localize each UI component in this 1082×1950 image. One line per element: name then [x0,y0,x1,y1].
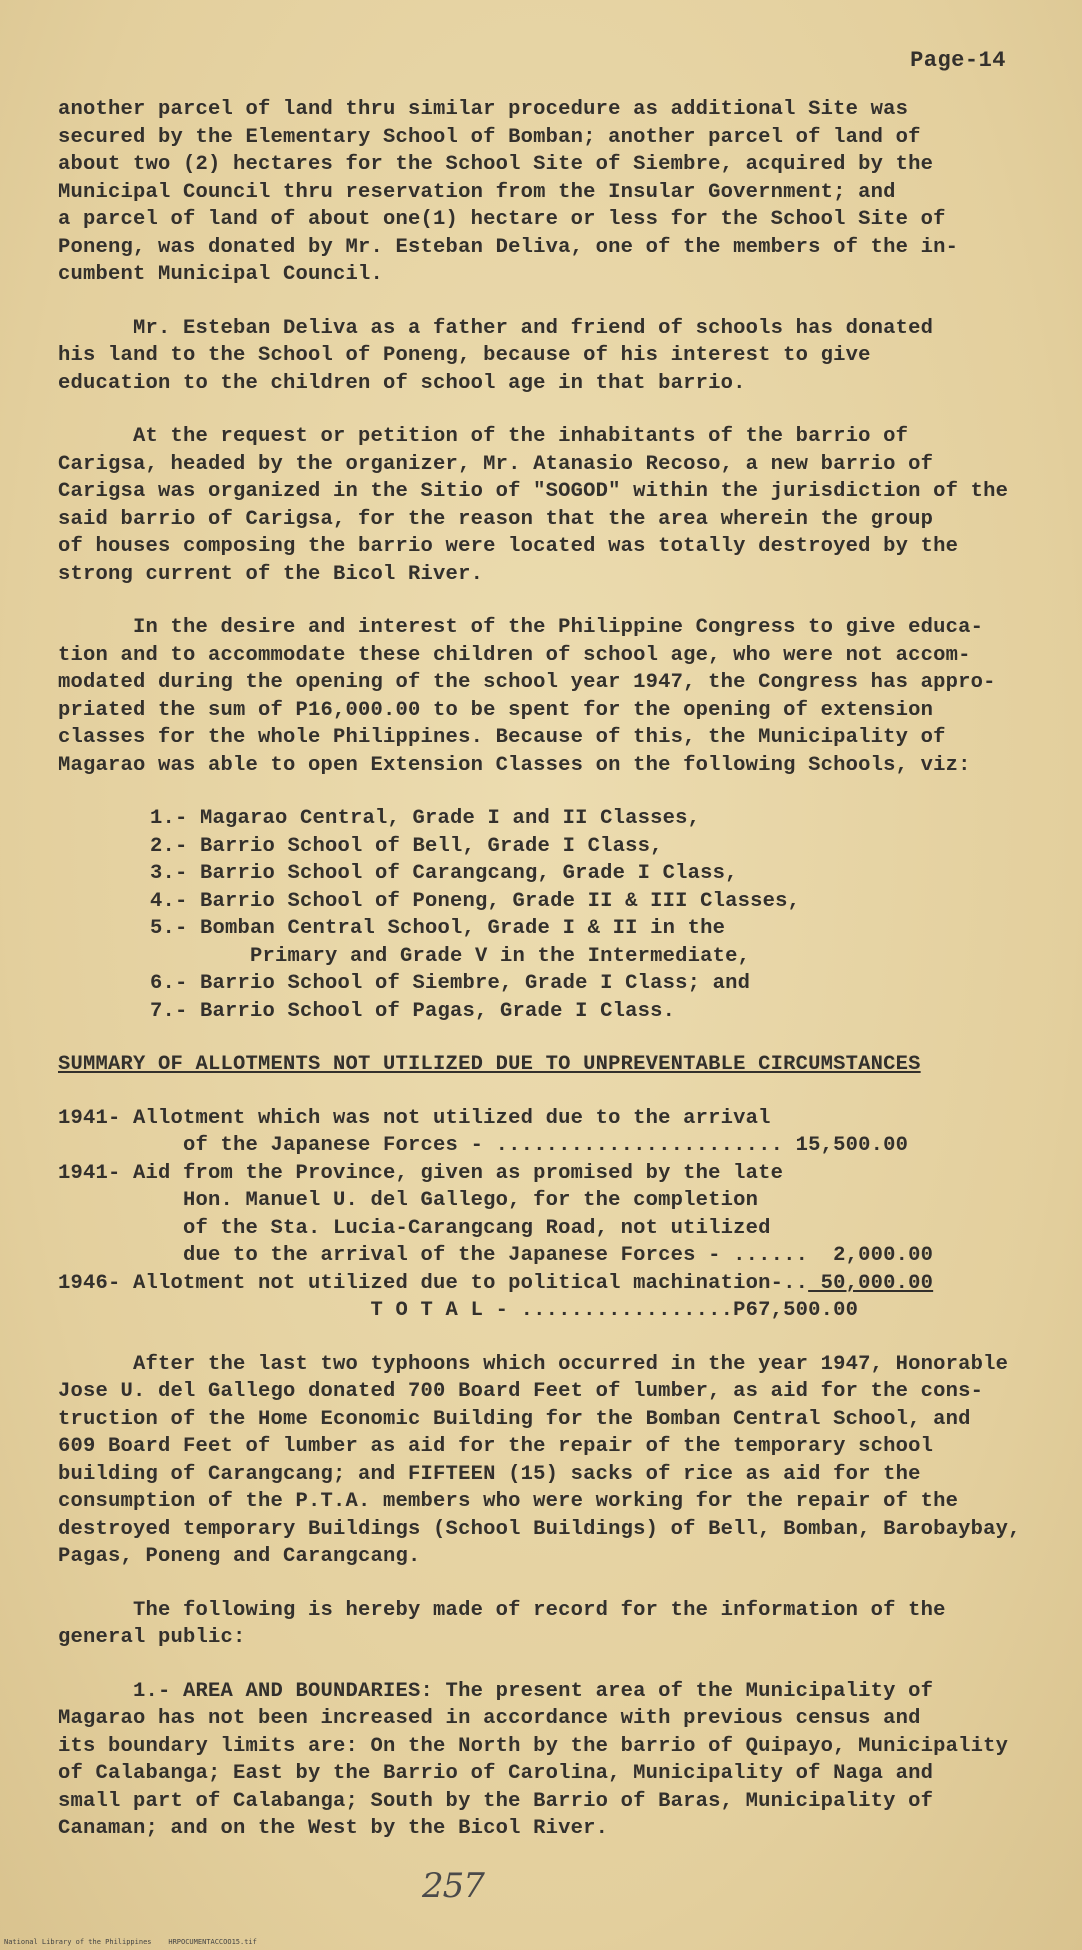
text-line: classes for the whole Philippines. Because of this, the Municipality of [58,726,946,749]
paragraph-area-boundaries [58,1678,1068,1843]
document-body [58,96,1068,1843]
list-item: 1.- Magarao Central, Grade I and II Classes, [150,807,701,830]
text-line: building of Carangcang; and FIFTEEN (15) sacks of rice as aid for the [58,1462,921,1486]
text-line: 609 Board Feet of lumber as aid for the repair of the temporary school [58,1435,934,1458]
allotment-line: of the Sta. Lucia-Carangcang Road, not utilized [58,1216,771,1240]
text-line: Canaman; and on the West by the Bicol River. [58,1817,609,1840]
text-line: consumption of the P.T.A. members who were working for the repair of the [58,1490,959,1513]
allotment-total: T O T A L - .................P67,500.00 [58,1299,859,1322]
list-item: 6.- Barrio School of Siembre, Grade I Class; and [150,972,751,995]
text-line: its boundary limits are: On the North by the barrio of Quipayo, Municipality [58,1734,1009,1758]
text-line: secured by the Elementary School of Bomban; another parcel of land of [58,125,921,149]
list-item: 2.- Barrio School of Bell, Grade I Class, [150,834,663,858]
page-label: Page-14 [910,48,1006,73]
archive-footer: National Library of the Philippines HRPOCUMENTACCOO15.tif [4,1938,257,1946]
paragraph-deliva-donation [58,315,1068,398]
text-line: Municipal Council thru reservation from the Insular Government; and [58,180,896,204]
list-item: 7.- Barrio School of Pagas, Grade I Class. [150,999,676,1023]
school-list [150,805,1068,1025]
text-line: a parcel of land of about one(1) hectare or less for the School Site of [58,208,946,231]
text-line: Pagas, Poneng and Carangcang. [58,1545,421,1568]
text-line: tion and to accommodate these children of school age, who were not accom- [58,643,971,667]
text-line: Carigsa was organized in the Sitio of "SOGOD" within the jurisdiction of the [58,480,1009,503]
allotment-line: Hon. Manuel U. del Gallego, for the completion [58,1189,759,1212]
text-line: general public: [58,1626,246,1649]
paragraph-land-parcels [58,96,1068,289]
text-line: said barrio of Carigsa, for the reason that the area wherein the group [58,507,934,531]
allotment-line: 1941- Allotment which was not utilized due to the arrival [58,1106,771,1130]
allotment-table [58,1105,1068,1325]
text-line: Jose U. del Gallego donated 700 Board Feet of lumber, as aid for the cons- [58,1380,984,1403]
list-item: 5.- Bomban Central School, Grade I & II in the [150,917,726,940]
text-line: another parcel of land thru similar procedure as additional Site was [58,98,909,121]
text-line: At the request or petition of the inhabitants of the barrio of [58,425,909,448]
allotment-last-amount: 50,000.00 [808,1271,934,1295]
text-line: Magarao has not been increased in accordance with previous census and [58,1707,921,1730]
text-line: priated the sum of P16,000.00 to be spent for the opening of extension [58,698,934,722]
text-line: strong current of the Bicol River. [58,562,484,586]
paragraph-extension-classes [58,614,1068,779]
text-line: Mr. Esteban Deliva as a father and friend of schools has donated [58,316,934,340]
list-item: Primary and Grade V in the Intermediate, [150,944,751,968]
handwritten-page-number: 257 [422,1866,484,1906]
text-line: his land to the School of Poneng, because of his interest to give [58,344,871,367]
allotment-last-text: 1946- Allotment not utilized due to political machination-.. [58,1271,809,1295]
summary-heading: SUMMARY OF ALLOTMENTS NOT UTILIZED DUE TO UNPREVENTABLE CIRCUMSTANCES [58,1053,921,1076]
text-line: of Calabanga; East by the Barrio of Carolina, Municipality of Naga and [58,1762,934,1785]
text-line: Magarao was able to open Extension Classes on the following Schools, viz: [58,753,971,777]
text-line: After the last two typhoons which occurred in the year 1947, Honorable [58,1352,1009,1376]
text-line: In the desire and interest of the Philippine Congress to give educa- [58,616,984,639]
allotment-line-last [58,1270,1068,1298]
paragraph-carigsa-barrio [58,423,1068,588]
allotment-line: of the Japanese Forces - ....................... 15,500.00 [58,1134,909,1157]
text-line: of houses composing the barrio were located was totally destroyed by the [58,535,959,558]
paragraph-typhoon-aid [58,1351,1068,1571]
allotment-line: 1941- Aid from the Province, given as promised by the late [58,1161,784,1185]
text-line: small part of Calabanga; South by the Barrio of Baras, Municipality of [58,1789,934,1813]
text-line: education to the children of school age in that barrio. [58,371,746,395]
text-line: truction of the Home Economic Building for the Bomban Central School, and [58,1407,971,1431]
text-line: The following is hereby made of record for the information of the [58,1598,946,1622]
text-line: 1.- AREA AND BOUNDARIES: The present area of the Municipality of [58,1679,934,1703]
list-item: 3.- Barrio School of Carangcang, Grade I Class, [150,862,738,885]
text-line: cumbent Municipal Council. [58,263,384,286]
list-item: 4.- Barrio School of Poneng, Grade II & III Classes, [150,889,801,913]
allotment-line: due to the arrival of the Japanese Forces - ...... 2,000.00 [58,1244,934,1267]
text-line: modated during the opening of the school year 1947, the Congress has appro- [58,671,996,694]
text-line: about two (2) hectares for the School Site of Siembre, acquired by the [58,153,934,176]
text-line: Poneng, was donated by Mr. Esteban Deliva, one of the members of the in- [58,235,959,259]
text-line: Carigsa, headed by the organizer, Mr. Atanasio Recoso, a new barrio of [58,452,934,476]
text-line: destroyed temporary Buildings (School Buildings) of Bell, Bomban, Barobaybay, [58,1517,1021,1541]
paragraph-record-notice [58,1597,1068,1652]
